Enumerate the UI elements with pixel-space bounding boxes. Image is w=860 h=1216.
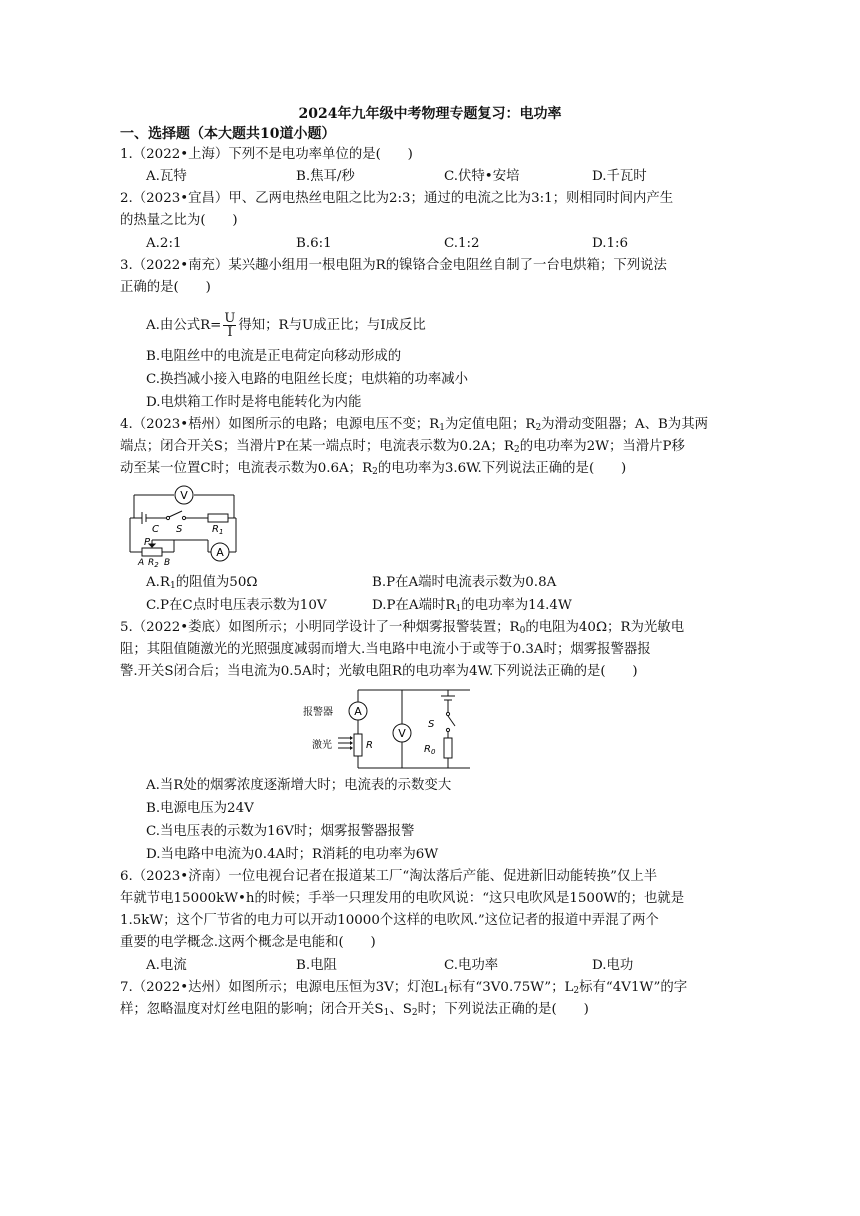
r2-label: $R_2$ <box>148 558 159 569</box>
q2-option-c: C.1:2 <box>444 236 480 251</box>
ammeter-label: A <box>216 546 224 559</box>
slider-p-label: P <box>144 537 151 548</box>
question-1-stem: 1.（2022•上海）下列不是电功率单位的是( ) <box>120 147 413 162</box>
q3-option-a <box>146 312 426 340</box>
q6-option-a: A.电流 <box>146 958 187 973</box>
point-c-label: C <box>152 524 159 535</box>
q3-option-a-text-post: 得知；R与U成正比；与I成反比 <box>238 318 426 333</box>
end-a-label: A <box>138 558 145 568</box>
laser-label: 激光 <box>312 740 332 751</box>
q5-option-d: D.当电路中电流为0.4A时；R消耗的电功率为6W <box>146 847 439 862</box>
ammeter-label: A <box>354 705 362 718</box>
question-4-stem-cont2: 动至某一位置C时；电流表示数为0.6A；$R_2$的电功率为3.6W.下列说法正确的是( ) <box>120 461 627 477</box>
voltmeter-label: V <box>180 489 188 502</box>
q4-option-d: D.P在A端时$R_1$的电功率为14.4W <box>372 598 572 614</box>
q5-option-a: A.当R处的烟雾浓度逐渐增大时；电流表的示数变大 <box>146 778 452 793</box>
q1-option-a: A.瓦特 <box>146 169 187 184</box>
switch-label: S <box>428 719 435 730</box>
question-5-stem-cont: 阻；其阻值随激光的光照强度减弱而增大.当电路中电流小于或等于0.3A时；烟雾报警器报 <box>120 642 651 657</box>
r-label: R <box>366 740 373 751</box>
q2-option-b: B.6:1 <box>296 236 332 251</box>
question-5-stem: 5.（2022•娄底）如图所示；小明同学设计了一种烟雾报警装置；$R_0$的电阻为40Ω；R为光敏电 <box>120 620 685 636</box>
q3-option-a-text-pre: A.由公式R= <box>146 318 222 333</box>
q2-option-d: D.1:6 <box>592 236 629 251</box>
fraction-denominator: I <box>227 325 233 340</box>
q1-option-b: B.焦耳/秒 <box>296 169 355 184</box>
question-7-stem-cont: 样；忽略温度对灯丝电阻的影响；闭合开关$S_1$、$S_2$时；下列说法正确的是( ) <box>120 1002 589 1018</box>
q6-option-c: C.电功率 <box>444 958 499 973</box>
r1-label: $R_1$ <box>212 524 224 536</box>
question-6-stem-cont: 年就节电15000kW•h的时候；手举一只理发用的电吹风说：“这只电吹风是1500W的；也就是 <box>120 891 685 906</box>
question-3-stem: 3.（2022•南充）某兴趣小组用一根电阻为R的镍铬合金电阻丝自制了一台电烘箱；下列说法 <box>120 258 667 273</box>
end-b-label: B <box>164 558 171 568</box>
q4-option-a: $A.R_1$的阻值为50Ω <box>146 575 258 591</box>
q1-option-d: D.千瓦时 <box>592 169 647 184</box>
q3-option-c: C.换挡减小接入电路的电阻丝长度；电烘箱的功率减小 <box>146 372 469 387</box>
question-2-stem: 2.（2023•宜昌）甲、乙两电热丝电阻之比为2:3；通过的电流之比为3:1；则相同时间内产生 <box>120 191 674 206</box>
q6-option-d: D.电功 <box>592 958 634 973</box>
question-2-stem-cont: 的热量之比为( ) <box>120 213 238 228</box>
question-5-stem-cont2: 警.开关S闭合后；当电流为0.5A时；光敏电阻R的电功率为4W.下列说法正确的是( ) <box>120 664 638 679</box>
q4-option-b: B.P在A端时电流表示数为0.8A <box>372 575 557 590</box>
q1-option-c: C.伏特•安培 <box>444 169 520 184</box>
r0-label: $R_0$ <box>424 744 436 756</box>
section-heading: 一、选择题（本大题共10道小题） <box>120 126 336 142</box>
question-6-stem-cont3: 重要的电学概念.这两个概念是电能和( ) <box>120 935 376 950</box>
q4-option-c: C.P在C点时电压表示数为10V <box>146 598 327 613</box>
q5-circuit-diagram <box>300 686 480 772</box>
question-7-stem: 7.（2022•达州）如图所示；电源电压恒为3V；灯泡$L_1$标有“3V0.75W”；$L_2$标有“4V1W”的字 <box>120 980 688 996</box>
q5-option-c: C.当电压表的示数为16V时；烟雾报警器报警 <box>146 824 415 839</box>
question-4-stem: 4.（2023•梧州）如图所示的电路；电源电压不变；$R_1$为定值电阻；$R_2$为滑动变阻器；A、B为其两 <box>120 417 708 433</box>
q5-option-b: B.电源电压为24V <box>146 801 254 816</box>
question-4-stem-cont: 端点；闭合开关S；当滑片P在某一端点时；电流表示数为0.2A；$R_2$的电功率为2W；当滑片P移 <box>120 439 685 455</box>
formula-fraction <box>223 312 236 339</box>
q6-option-b: B.电阻 <box>296 958 337 973</box>
q4-circuit-diagram <box>126 482 246 572</box>
q3-option-b: B.电阻丝中的电流是正电荷定向移动形成的 <box>146 349 402 364</box>
voltmeter-label: V <box>398 727 406 740</box>
document-title: 2024年九年级中考物理专题复习：电功率 <box>298 106 562 122</box>
q3-option-d: D.电烘箱工作时是将电能转化为内能 <box>146 395 362 410</box>
switch-label: S <box>176 524 183 535</box>
fraction-numerator: U <box>224 311 236 326</box>
question-6-stem-cont2: 1.5kW；这个厂节省的电力可以开动10000个这样的电吹风.”这位记者的报道中弄混了两个 <box>120 913 659 928</box>
question-3-stem-cont: 正确的是( ) <box>120 280 211 295</box>
q2-option-a: A.2:1 <box>146 236 182 251</box>
alarm-label: 报警器 <box>303 707 333 718</box>
question-6-stem: 6.（2023•济南）一位电视台记者在报道某工厂“淘汰落后产能、促进新旧动能转换”仅上半 <box>120 869 658 884</box>
